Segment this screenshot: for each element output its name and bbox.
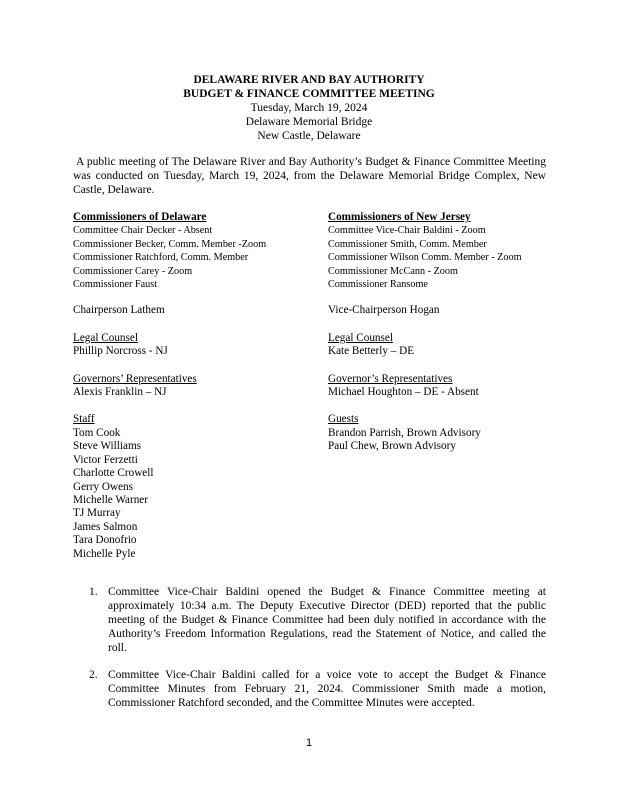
staff-heading: Staff (73, 413, 95, 426)
newjersey-heading: Commissioners of New Jersey (328, 211, 471, 223)
delaware-gov-heading: Governors’ Representatives (73, 372, 197, 385)
delaware-member: Commissioner Ratchford, Comm. Member (73, 252, 249, 264)
staff-member: Tom Cook (73, 426, 121, 439)
meeting-title: BUDGET & FINANCE COMMITTEE MEETING (183, 88, 435, 100)
meeting-city: New Castle, Delaware (257, 130, 361, 142)
delaware-member: Commissioner Becker, Comm. Member -Zoom (73, 238, 267, 250)
staff-member: Tara Donofrio (73, 534, 137, 547)
staff-member: Gerry Owens (73, 480, 133, 493)
delaware-member: Commissioner Carey - Zoom (73, 265, 193, 277)
minutes-list (89, 585, 546, 710)
staff-member: TJ Murray (73, 507, 121, 520)
newjersey-legal-heading: Legal Counsel (328, 331, 393, 344)
newjersey-member: Commissioner McCann - Zoom (328, 265, 458, 277)
guest: Brandon Parrish, Brown Advisory (328, 426, 481, 439)
newjersey-member: Commissioner Ransome (328, 279, 428, 291)
staff-member: Charlotte Crowell (73, 467, 154, 480)
newjersey-legal: Kate Betterly – DE (328, 345, 415, 358)
newjersey-member: Commissioner Wilson Comm. Member - Zoom (328, 252, 522, 264)
meeting-date: Tuesday, March 19, 2024 (250, 102, 368, 114)
delaware-member: Committee Chair Decker - Absent (73, 225, 213, 237)
staff-member: Steve Williams (73, 440, 142, 453)
list-item (89, 585, 546, 655)
delaware-legal-heading: Legal Counsel (73, 331, 138, 344)
org-title: DELAWARE RIVER AND BAY AUTHORITY (193, 74, 425, 86)
newjersey-column (328, 211, 568, 454)
item-text: Committee Vice-Chair Baldini opened the Budget & Finance Committee meeting at approximately 10:34 a.m. The Deputy Executive Director (DED) reported that the public meeting of the Budget & Finance Committee had been duly notified in accordance with the Authority’s Freedom Information Regulations, read the Statement of Notice, and called the roll. (108, 586, 546, 654)
page-number: 1 (305, 737, 313, 749)
item-text: Committee Vice-Chair Baldini called for a voice vote to accept the Budget & Finance Committee Minutes from February 21, 2024. Commissioner Smith made a motion, Commissioner Ratchford seconded, and the Committee Minutes were accepted. (108, 669, 546, 709)
newjersey-member: Committee Vice-Chair Baldini - Zoom (328, 225, 486, 237)
delaware-heading: Commissioners of Delaware (73, 211, 207, 223)
list-item (89, 668, 546, 710)
newjersey-chair: Vice-Chairperson Hogan (328, 304, 440, 317)
newjersey-gov: Michael Houghton – DE - Absent (328, 386, 479, 399)
delaware-member: Commissioner Faust (73, 279, 158, 291)
staff-member: James Salmon (73, 520, 138, 533)
intro-paragraph: A public meeting of The Delaware River and Bay Authority’s Budget & Finance Committee Meeting was conducted on Tuesday, March 19, 2024, from the Delaware Memorial Bridge Complex, New Castle, Delaware. (73, 156, 546, 196)
staff-member: Victor Ferzetti (73, 453, 138, 466)
newjersey-gov-heading: Governor’s Representatives (328, 372, 453, 385)
delaware-chair: Chairperson Lathem (73, 304, 165, 317)
delaware-gov: Alexis Franklin – NJ (73, 386, 167, 399)
newjersey-member: Commissioner Smith, Comm. Member (328, 238, 487, 250)
staff-member: Michelle Pyle (73, 547, 136, 560)
guests-heading: Guests (328, 413, 359, 426)
staff-member: Michelle Warner (73, 493, 148, 506)
item-number: 2. (89, 669, 98, 681)
guest: Paul Chew, Brown Advisory (328, 440, 456, 453)
delaware-column (73, 211, 313, 561)
document-header (0, 73, 618, 143)
delaware-legal: Phillip Norcross - NJ (73, 345, 168, 358)
meeting-venue: Delaware Memorial Bridge (245, 116, 373, 128)
item-number: 1. (89, 586, 98, 598)
